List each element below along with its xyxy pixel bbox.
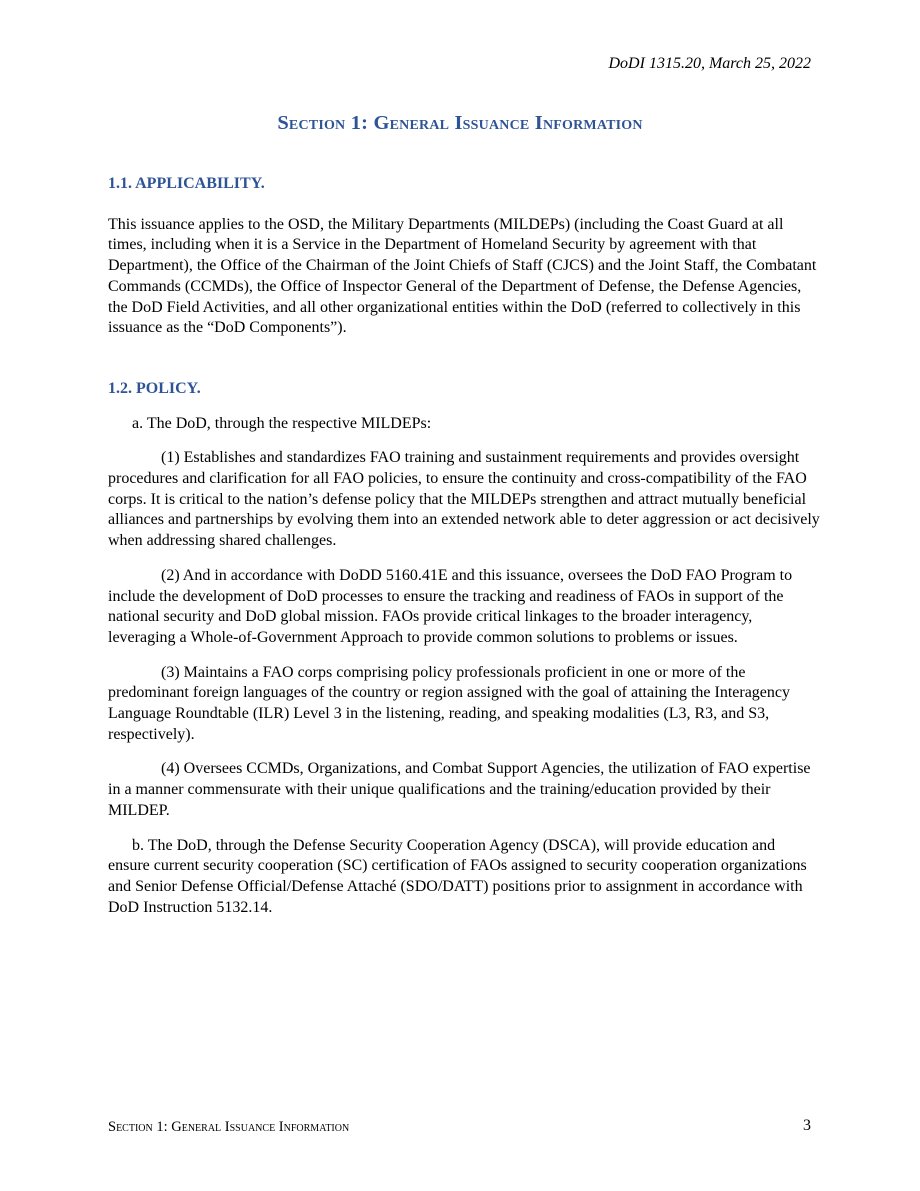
page-number: 3 [803, 1117, 811, 1134]
document-body [108, 174, 820, 932]
document-reference: DoDI 1315.20, March 25, 2022 [608, 55, 811, 72]
policy-paragraph-a2: (2) And in accordance with DoDD 5160.41E and this issuance, oversees the DoD FAO Program to include the development of DoD processes to ensure the tracking and readiness of FAOs in support of the national security and DoD global mission. FAOs provide critical linkages to the broader interagency, leveraging a Whole-of-Government Approach to provide common solutions to problems or issues. [108, 566, 793, 646]
policy-heading: 1.2. POLICY. [108, 379, 201, 397]
policy-paragraph-b: b. The DoD, through the Defense Security Cooperation Agency (DSCA), will provide education and ensure current security cooperation (SC) certification of FAOs assigned to security cooperation organizations and Senior Defense Official/Defense Attaché (SDO/DATT) positions prior to assignment in accordance with DoD Instruction 5132.14. [108, 836, 807, 916]
footer-section-title: Section 1: General Issuance Information [108, 1119, 350, 1135]
policy-paragraph-a4: (4) Oversees CCMDs, Organizations, and Combat Support Agencies, the utilization of FAO expertise in a manner commensurate with their unique qualifications and the training/education provided by their MILDEP. [108, 760, 811, 819]
applicability-paragraph: This issuance applies to the OSD, the Military Departments (MILDEPs) (including the Coast Guard at all times, including when it is a Service in the Department of Homeland Security by agreement with that Department), the Office of the Chairman of the Joint Chiefs of Staff (CJCS) and the Joint Staff, the Combatant Commands (CCMDs), the Office of Inspector General of the Department of Defense, the Defense Agencies, the DoD Field Activities, and all other organizational entities within the DoD (referred to collectively in this issuance as the “DoD Components”). [108, 215, 817, 337]
applicability-heading: 1.1. APPLICABILITY. [108, 175, 265, 192]
section-spacer [108, 353, 820, 379]
policy-paragraph-a3: (3) Maintains a FAO corps comprising policy professionals proficient in one or more of the predominant foreign languages of the country or region assigned with the goal of attaining the Interagency Language Roundtable (ILR) Level 3 in the listening, reading, and speaking modalities (L3, R3, and S3, respectively). [108, 663, 791, 743]
policy-paragraph-a1: (1) Establishes and standardizes FAO training and sustainment requirements and provides oversight procedures and clarification for all FAO policies, to ensure the continuity and cross-compatibility of the FAO corps. It is critical to the nation’s defense policy that the MILDEPs strengthen and attract mutually beneficial alliances and partnerships by evolving them into an extended network able to deter aggression or act decisively when addressing shared challenges. [108, 449, 820, 550]
policy-paragraph-a: a. The DoD, through the respective MILDEPs: [132, 414, 432, 432]
section-title: Section 1: General Issuance Information [277, 112, 643, 134]
